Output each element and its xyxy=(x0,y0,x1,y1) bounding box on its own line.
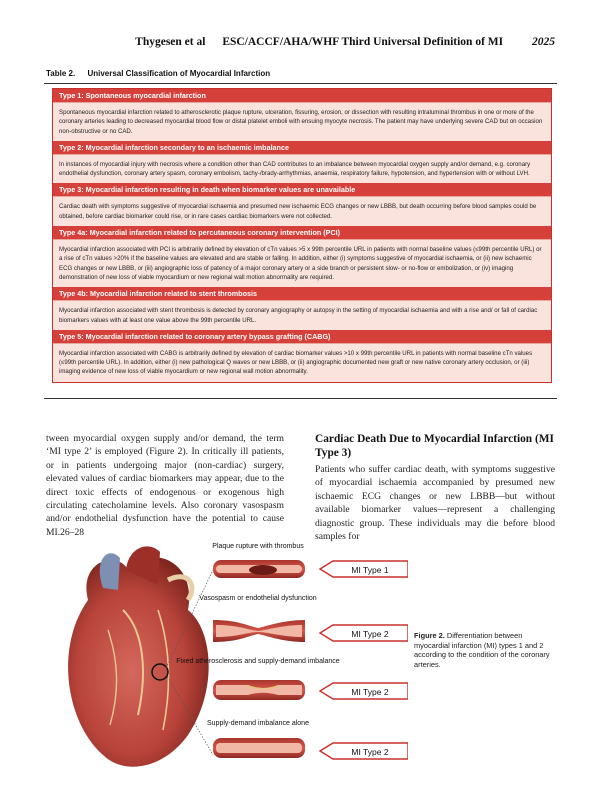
table-rule-bottom xyxy=(44,398,557,399)
panel-label: Fixed atherosclerosis and supply-demand imbalance xyxy=(176,658,340,665)
mi-classification-table xyxy=(52,88,552,383)
figure-illustration xyxy=(48,540,408,780)
header-page-number: 2025 xyxy=(532,36,555,48)
panel-label: Vasospasm or endothelial dysfunction xyxy=(199,595,317,602)
table-caption xyxy=(46,69,566,78)
left-column-text xyxy=(46,432,284,539)
table-row-heading: Type 4a: Myocardial infarction related to percutaneous coronary intervention (PCI) xyxy=(53,226,551,239)
mi-type-label: MI Type 1 xyxy=(351,565,389,575)
body-paragraph: Patients who suffer cardiac death, with symptoms suggestive of myocardial ischaemia accompanied by presumed new ischaemic ECG changes or new LBBB—but without available biomarker values—represent a challenging diagnostic group. These individuals may die before blood samples for xyxy=(315,464,555,543)
running-header xyxy=(0,36,555,48)
table-row-heading: Type 2: Myocardial infarction secondary to an ischaemic imbalance xyxy=(53,141,551,154)
table-row-heading: Type 1: Spontaneous myocardial infarction xyxy=(53,89,551,102)
table-row-heading: Type 3: Myocardial infarction resulting in death when biomarker values are unavailable xyxy=(53,183,551,196)
figure-caption-label: Figure 2. xyxy=(414,631,445,640)
table-title: Universal Classification of Myocardial Infarction xyxy=(87,69,271,78)
section-heading: Cardiac Death Due to Myocardial Infarction (MI Type 3) xyxy=(315,433,554,459)
vessel-panel-3 xyxy=(176,658,408,700)
table-row-body: Spontaneous myocardial infarction related to atherosclerotic plaque rupture, ulceration, fissuring, erosion, or dissection with resulting intraluminal thrombus in one or more of the coronary arteries leading to decreased myocardial blood flow or distal platelet emboli with ensuing myocyte necrosis. The patient may have underlying severe CAD but on occasion non-obstructive or no CAD. xyxy=(53,102,551,141)
vessel-panel-2 xyxy=(199,595,408,642)
header-journal-title: ESC/ACCF/AHA/WHF Third Universal Definition of MI xyxy=(222,36,504,48)
mi-type-label: MI Type 2 xyxy=(351,687,389,697)
panel-label: Plaque rupture with thrombus xyxy=(212,543,304,550)
vessel-panel-4 xyxy=(207,720,408,759)
table-rule-top xyxy=(44,83,557,84)
table-row-body: Myocardial infarction associated with CABG is arbitrarily defined by elevation of cardiac biomarker values >10 x 99th percentile URL in patients with normal baseline cTn values (≤99th percentile URL). In addition, either (i) new pathological Q waves or new LBBB, or (ii) angiographic documented new graft or new native coronary artery occlusion, or (iii) imaging evidence of new loss of viable myocardium or new regional wall motion abnormality. xyxy=(53,343,551,382)
header-authors: Thygesen et al xyxy=(135,36,206,48)
right-column-text xyxy=(315,432,555,543)
figure-caption-text: Differentiation between myocardial infarction (MI) types 1 and 2 according to the condition of the coronary arteries. xyxy=(414,631,550,669)
table-row-heading: Type 4b: Myocardial infarction related to stent thrombosis xyxy=(53,287,551,300)
mi-type-label: MI Type 2 xyxy=(351,629,389,639)
table-row-body: In instances of myocardial injury with necrosis where a condition other than CAD contributes to an imbalance between myocardial oxygen supply and/or demand, e.g. coronary endothelial dysfunction, coronary artery spasm, coronary embolism, tachy-/brady-arrhythmias, anaemia, respiratory failure, hypotension, and hypertension with or without LVH. xyxy=(53,154,551,184)
table-row-body: Cardiac death with symptoms suggestive of myocardial ischaemia and presumed new ischaemic ECG changes or new LBBB, but death occurring before blood samples could be obtained, before cardiac biomarker could rise, or in rare cases cardiac biomarkers were not collected. xyxy=(53,196,551,226)
figure-2 xyxy=(48,540,408,780)
body-paragraph: tween myocardial oxygen supply and/or demand, the term ‘MI type 2’ is employed (Figure 2). In critically ill patients, or in patients undergoing major (non-cardiac) surgery, elevated values of cardiac biomarkers may appear, due to the direct toxic effects of endogenous or exogenous high circulating catecholamine levels. Also coronary vasospasm and/or endothelial dysfunction have the potential to cause MI.26–28 xyxy=(46,433,284,538)
panel-label: Supply-demand imbalance alone xyxy=(207,720,309,727)
table-row-body: Myocardial infarction associated with PCI is arbitrarily defined by elevation of cTn values >5 x 99th percentile URL in patients with normal baseline values (≤99th percentile URL) or a rise of cTn values >20% if the baseline values are elevated and are stable or falling. In addition, either (i) symptoms suggestive of myocardial ischaemia, or (ii) new ischaemic ECG changes or new LBBB, or (iii) angiographic loss of patency of a major coronary artery or a side branch or persistent slow- or no-flow or embolization, or (iv) imaging demonstration of new loss of viable myocardium or new regional wall motion abnormality are required. xyxy=(53,239,551,287)
table-number: Table 2. xyxy=(46,69,76,78)
vessel-panel-1 xyxy=(212,543,408,578)
heart-illustration xyxy=(68,546,209,766)
table-row-heading: Type 5: Myocardial infarction related to coronary artery bypass grafting (CABG) xyxy=(53,330,551,343)
table-row-body: Myocardial infarction associated with stent thrombosis is detected by coronary angiography or autopsy in the setting of myocardial ischaemia and with a rise and/ or fall of cardiac biomarkers values with at least one value above the 99th percentile URL. xyxy=(53,300,551,330)
mi-type-label: MI Type 2 xyxy=(351,747,389,757)
figure-caption xyxy=(414,631,554,669)
